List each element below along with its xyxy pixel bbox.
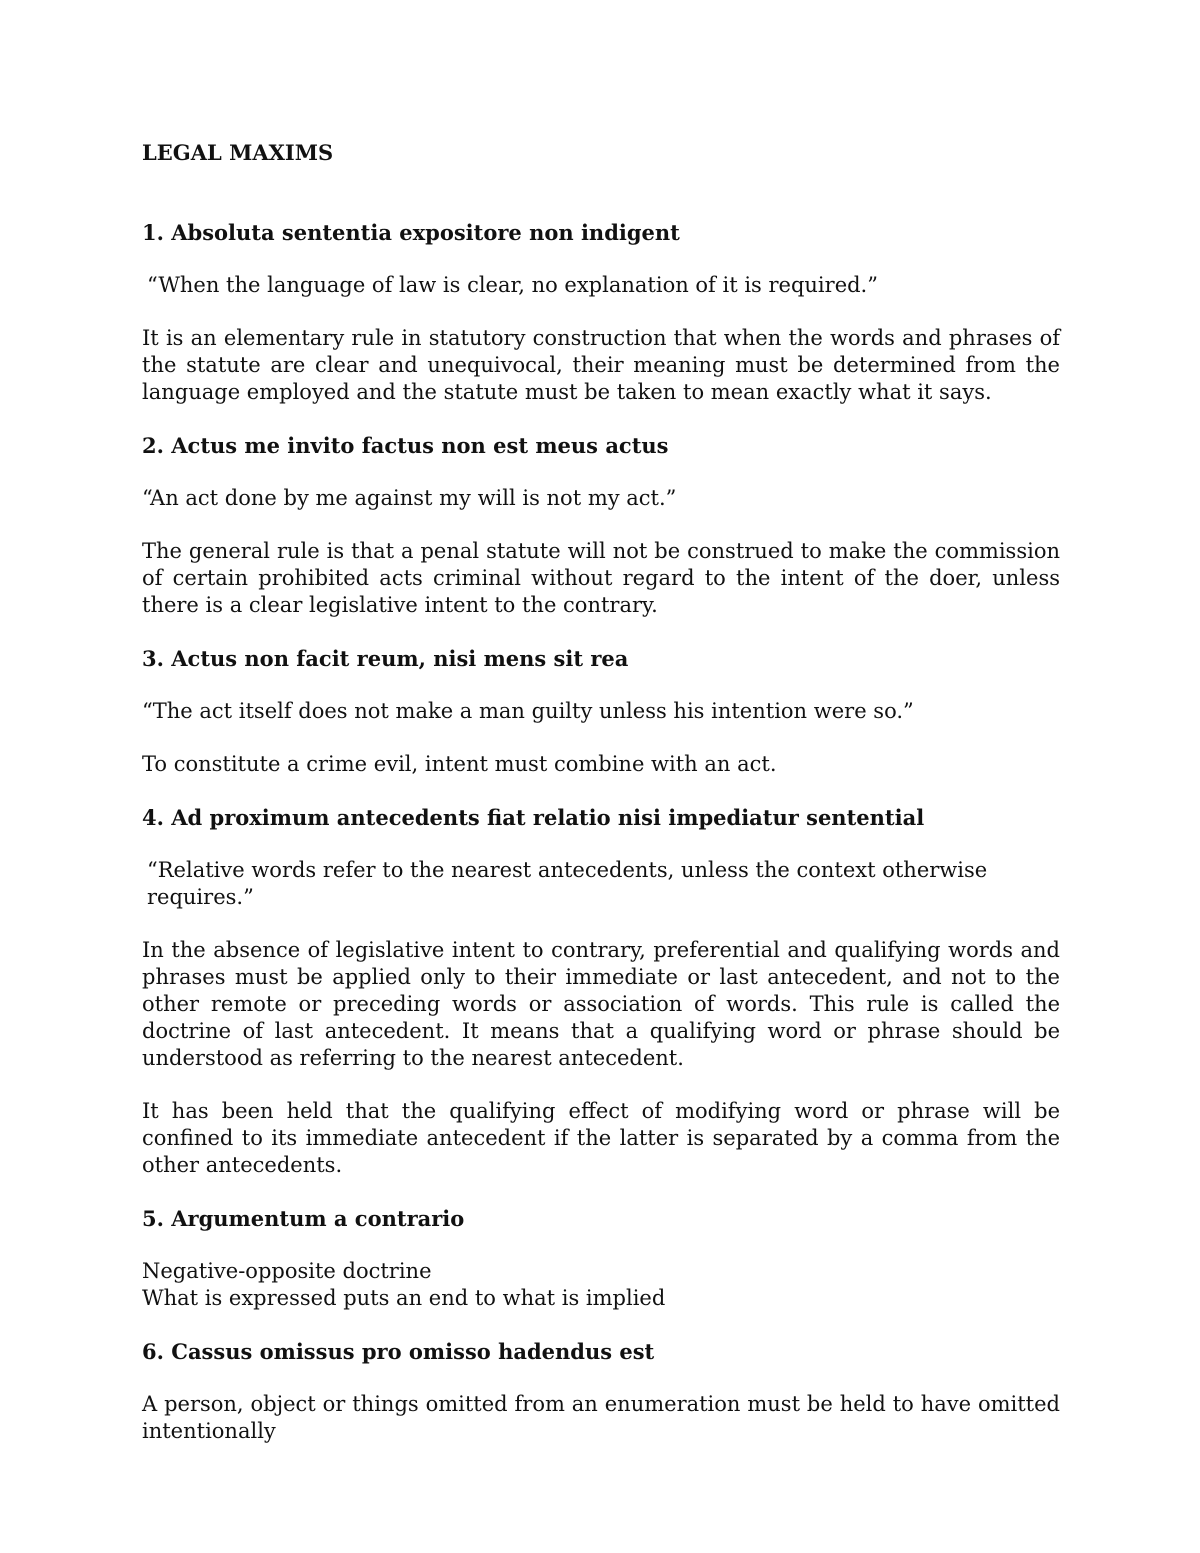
maxim-3	[142, 645, 1060, 778]
maxim-4	[142, 804, 1060, 1179]
maxim-heading: 2. Actus me invito factus non est meus actus	[142, 433, 669, 458]
maxim-heading: 6. Cassus omissus pro omisso hadendus est	[142, 1339, 655, 1364]
maxim-heading: 5. Argumentum a contrario	[142, 1206, 465, 1231]
document-title: LEGAL MAXIMS	[142, 140, 334, 165]
maxim-2	[142, 432, 1060, 619]
maxim-paragraph: It is an elementary rule in statutory construction that when the words and phrases of the statute are clear and unequivocal, their meaning must be determined from the language employed and the statute must be taken to mean exactly what it says.	[142, 326, 1060, 404]
maxim-line: Negative-opposite doctrine	[142, 1259, 432, 1283]
maxim-translation: “Relative words refer to the nearest antecedents, unless the context otherwise requires.”	[147, 858, 988, 909]
maxim-5	[142, 1205, 1060, 1312]
maxim-paragraph: To constitute a crime evil, intent must combine with an act.	[142, 752, 777, 776]
maxim-paragraph: A person, object or things omitted from an enumeration must be held to have omitted intentionally	[142, 1392, 1060, 1443]
document-page	[142, 139, 1060, 1471]
maxim-translation: “The act itself does not make a man guilty unless his intention were so.”	[142, 699, 914, 723]
maxim-line: What is expressed puts an end to what is implied	[142, 1286, 666, 1310]
maxim-translation: “An act done by me against my will is not my act.”	[142, 486, 677, 510]
maxim-6	[142, 1338, 1060, 1445]
maxim-paragraph: The general rule is that a penal statute will not be construed to make the commission of certain prohibited acts criminal without regard to the intent of the doer, unless there is a clear legislative intent to the contrary.	[142, 539, 1060, 617]
maxim-1	[142, 219, 1060, 406]
maxim-paragraph: In the absence of legislative intent to contrary, preferential and qualifying words and phrases must be applied only to their immediate or last antecedent, and not to the other remote or preceding words or association of words. This rule is called the doctrine of last antecedent. It means that a qualifying word or phrase should be understood as referring to the nearest antecedent.	[142, 938, 1060, 1070]
maxim-heading: 4. Ad proximum antecedents fiat relatio nisi impediatur sentential	[142, 805, 925, 830]
maxim-lines	[142, 1258, 1060, 1312]
maxim-heading: 3. Actus non facit reum, nisi mens sit rea	[142, 646, 629, 671]
maxim-paragraph: It has been held that the qualifying effect of modifying word or phrase will be confined to its immediate antecedent if the latter is separated by a comma from the other antecedents.	[142, 1099, 1060, 1177]
maxim-heading: 1. Absoluta sententia expositore non indigent	[142, 220, 680, 245]
maxim-translation: “When the language of law is clear, no explanation of it is required.”	[147, 273, 878, 297]
